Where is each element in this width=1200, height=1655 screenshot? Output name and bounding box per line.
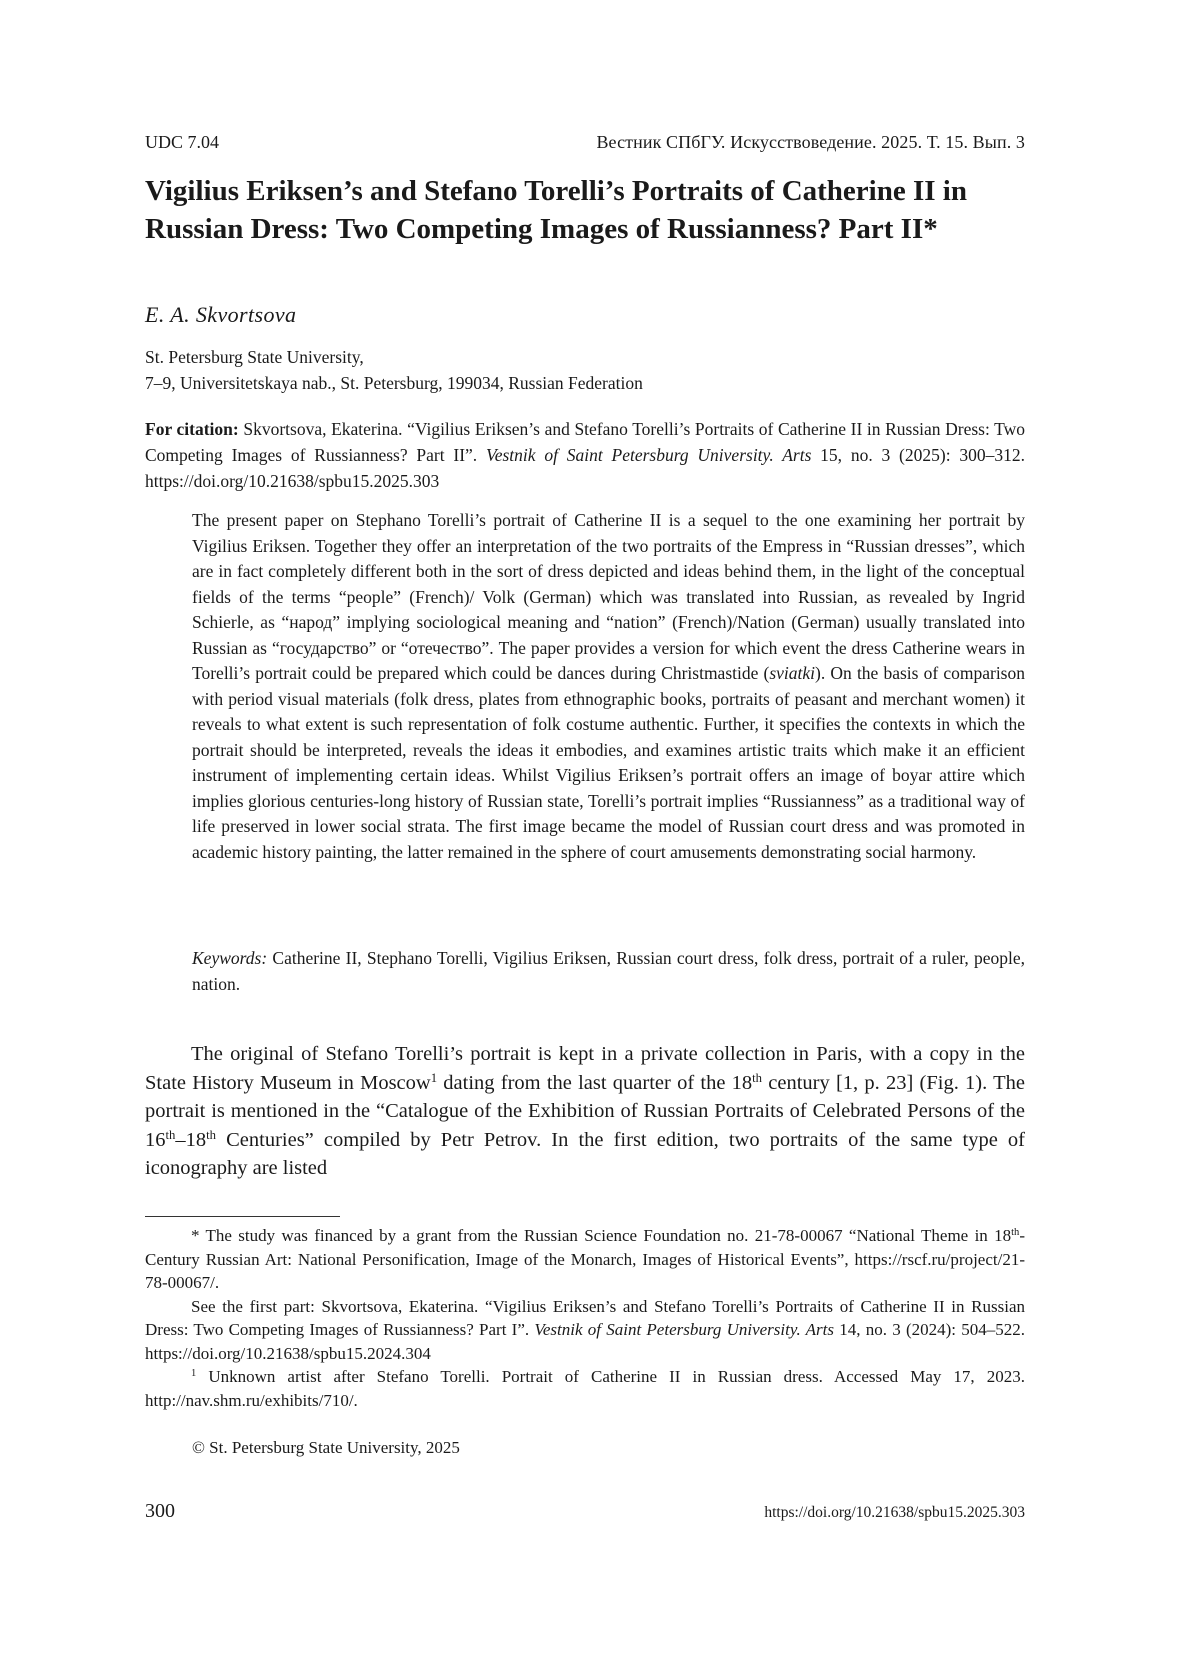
footnote-marker: 1 <box>191 1368 197 1380</box>
keywords-label: Keywords: <box>192 948 268 968</box>
page-footer <box>145 1500 1025 1530</box>
journal-running-title: Вестник СПбГУ. Искусствоведение. 2025. Т. 15. Вып. 3 <box>596 132 1025 152</box>
article-title: Vigilius Eriksen’s and Stefano Torelli’s Portraits of Catherine II in Russian Dress: Two Competing Images of Russianness? Part II* <box>145 175 967 245</box>
citation-label: For citation: <box>145 419 239 439</box>
footer-doi-link[interactable]: https://doi.org/10.21638/spbu15.2025.303 <box>764 1504 1025 1521</box>
body-text: Centuries” compiled by Petr Petrov. In the first edition, two portraits of the same type of iconography are listed <box>145 1128 1025 1179</box>
abstract <box>192 508 1025 865</box>
keywords-text: Catherine II, Stephano Torelli, Vigilius Eriksen, Russian court dress, folk dress, portrait of a ruler, people, nation. <box>192 948 1025 994</box>
article-author: E. A. Skvortsova <box>145 302 297 327</box>
body-text: century [1, p. 23] (Fig. 1). The portrait is mentioned in the “Catalogue of the Exhibition of Russian Portraits of Celebrated Persons of the 16 <box>145 1071 1025 1151</box>
page-number: 300 <box>145 1500 175 1522</box>
body-paragraph <box>145 1040 1025 1183</box>
footnote-text: See the first part: Skvortsova, Ekaterina. “Vigilius Eriksen’s and Stefano Torelli’s Portraits of Catherine II in Russian Dress: Two Competing Images of Russianness? Part I”. <box>145 1296 1025 1339</box>
author-affiliation <box>145 344 1025 396</box>
footnote-text: * The study was financed by a grant from the Russian Science Foundation no. 21-78-00067 “National Theme in 18 <box>191 1226 1012 1245</box>
citation-details: 15, no. 3 (2025): 300–312. https://doi.org/10.21638/spbu15.2025.303 <box>145 445 1025 491</box>
citation-journal: Vestnik of Saint Petersburg University. Arts <box>485 445 812 465</box>
abstract-text: The present paper on Stephano Torelli’s portrait of Catherine II is a sequel to the one examining her portrait by Vigilius Eriksen. Together they offer an interpretation of the two portraits of the Empress in “Russian dresses”, which are in fact completely different both in the sort of dress depicted and ideas behind them, in the light of the conceptual fields of the terms “people” (French)/ Volk (German) which was translated into Russian, as revealed by Ingrid Schierle, as “народ” implying sociological meaning and “nation” (French)/Nation (German) usually translated into Russian as “государство” or “отечество”. The paper provides a version for which event the dress Catherine wears in Torelli’s portrait could be prepared which could be dances during Christmastide ( <box>192 510 1025 683</box>
ordinal-suffix: th <box>752 1070 763 1085</box>
udc-code: UDC 7.04 <box>145 132 220 152</box>
body-text: –18 <box>175 1128 207 1151</box>
ordinal-suffix: th <box>1011 1227 1020 1239</box>
footnotes <box>145 1224 1025 1412</box>
footnote-text: Unknown artist after Stefano Torelli. Portrait of Catherine II in Russian dress. Accessed May 17, 2023. http://nav.shm.ru/exhibits/710/. <box>145 1367 1025 1410</box>
affiliation-line: St. Petersburg State University, <box>145 347 364 367</box>
footnote-1 <box>145 1365 1025 1412</box>
footnote-journal: Vestnik of Saint Petersburg University. Arts <box>534 1320 834 1339</box>
footnote-divider <box>145 1216 340 1217</box>
abstract-text-continued: ). On the basis of comparison with period visual materials (folk dress, plates from ethnographic books, portraits of peasant and merchant women) it reveals to what extent is such representation of folk costume authentic. Further, it specifies the contexts in which the portrait should be interpreted, reveals the ideas it embodies, and examines artistic traits which make it an efficient instrument of implementing certain ideas. Whilst Vigilius Eriksen’s portrait offers an image of boyar attire which implies glorious centuries-long history of Russian state, Torelli’s portrait implies “Russianness” as a traditional way of life preserved in lower social strata. The first image became the model of Russian court dress and was promoted in academic history painting, the latter remained in the sphere of court amusements demonstrating social harmony. <box>192 663 1025 862</box>
keywords <box>192 946 1025 997</box>
ordinal-suffix: th <box>206 1127 217 1142</box>
citation-block <box>145 416 1025 494</box>
footnote-text: 14, no. 3 (2024): 504–522. https://doi.org/10.21638/spbu15.2024.304 <box>145 1320 1025 1363</box>
footnote-text: -Century Russian Art: National Personification, Image of the Monarch, Images of Historical Events”, https://rscf.ru/project/21-78-00067/. <box>145 1226 1025 1292</box>
body-text: dating from the last quarter of the 18 <box>437 1071 753 1094</box>
ordinal-suffix: th <box>165 1127 176 1142</box>
footnote-ref: 1 <box>430 1070 438 1085</box>
body-text: The original of Stefano Torelli’s portrait is kept in a private collection in Paris, with a copy in the State History Museum in Moscow <box>145 1043 1025 1094</box>
footnote-first-part <box>145 1295 1025 1366</box>
copyright-notice: © St. Petersburg State University, 2025 <box>192 1438 460 1457</box>
citation-text: Skvortsova, Ekaterina. “Vigilius Eriksen’s and Stefano Torelli’s Portraits of Catherine II in Russian Dress: Two Competing Images of Russianness? Part II”. <box>145 419 1026 465</box>
abstract-italic-term: sviatki <box>769 663 816 683</box>
affiliation-address: 7–9, Universitetskaya nab., St. Petersburg, 199034, Russian Federation <box>145 373 643 393</box>
journal-page <box>145 0 1025 1655</box>
footnote-funding <box>145 1224 1025 1295</box>
